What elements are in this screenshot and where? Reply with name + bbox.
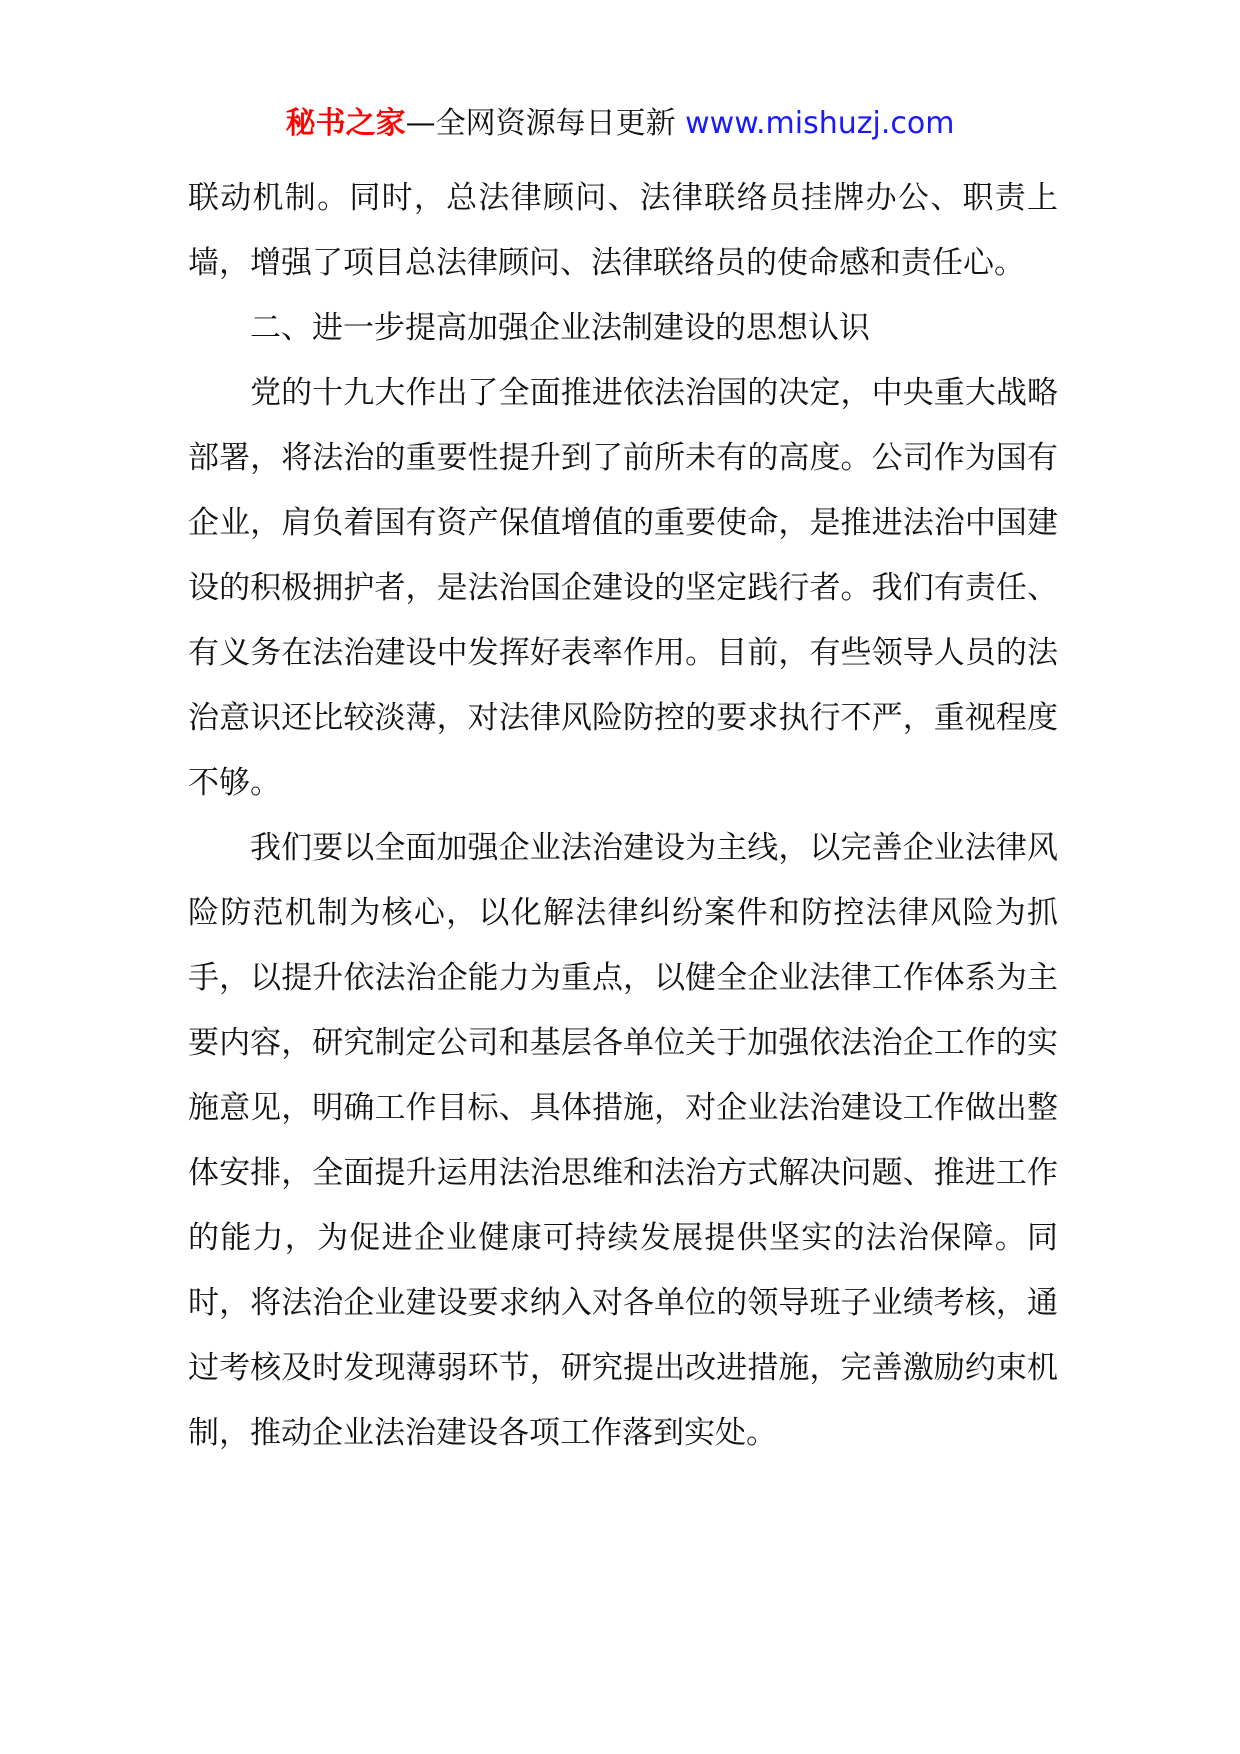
site-brand: 秘书之家 bbox=[285, 106, 406, 141]
document-body bbox=[188, 166, 1058, 1466]
paragraph: 党的十九大作出了全面推进依法治国的决定，中央重大战略部署，将法治的重要性提升到了前所未有的高度。公司作为国有企业，肩负着国有资产保值增值的重要使命，是推进法治中国建设的积极拥护者，是法治国企建设的坚定践行者。我们有责任、有义务在法治建设中发挥好表率作用。目前，有些领导人员的法治意识还比较淡薄，对法律风险防控的要求执行不严，重视程度不够。 bbox=[188, 375, 1058, 801]
page-header bbox=[0, 102, 1240, 146]
paragraph-continuation: 联动机制。同时，总法律顾问、法律联络员挂牌办公、职责上墙，增强了项目总法律顾问、法律联络员的使命感和责任心。 bbox=[188, 180, 1058, 281]
site-url-link[interactable]: www.mishuzj.com bbox=[685, 106, 955, 141]
site-tagline: —全网资源每日更新 bbox=[405, 106, 676, 141]
paragraph: 我们要以全面加强企业法治建设为主线，以完善企业法律风险防范机制为核心，以化解法律纠纷案件和防控法律风险为抓手，以提升依法治企能力为重点，以健全企业法律工作体系为主要内容，研究制定公司和基层各单位关于加强依法治企工作的实施意见，明确工作目标、具体措施，对企业法治建设工作做出整体安排，全面提升运用法治思维和法治方式解决问题、推进工作的能力，为促进企业健康可持续发展提供坚实的法治保障。同时，将法治企业建设要求纳入对各单位的领导班子业绩考核，通过考核及时发现薄弱环节，研究提出改进措施，完善激励约束机制，推动企业法治建设各项工作落到实处。 bbox=[188, 830, 1058, 1451]
section-heading: 二、进一步提高加强企业法制建设的思想认识 bbox=[250, 310, 870, 346]
